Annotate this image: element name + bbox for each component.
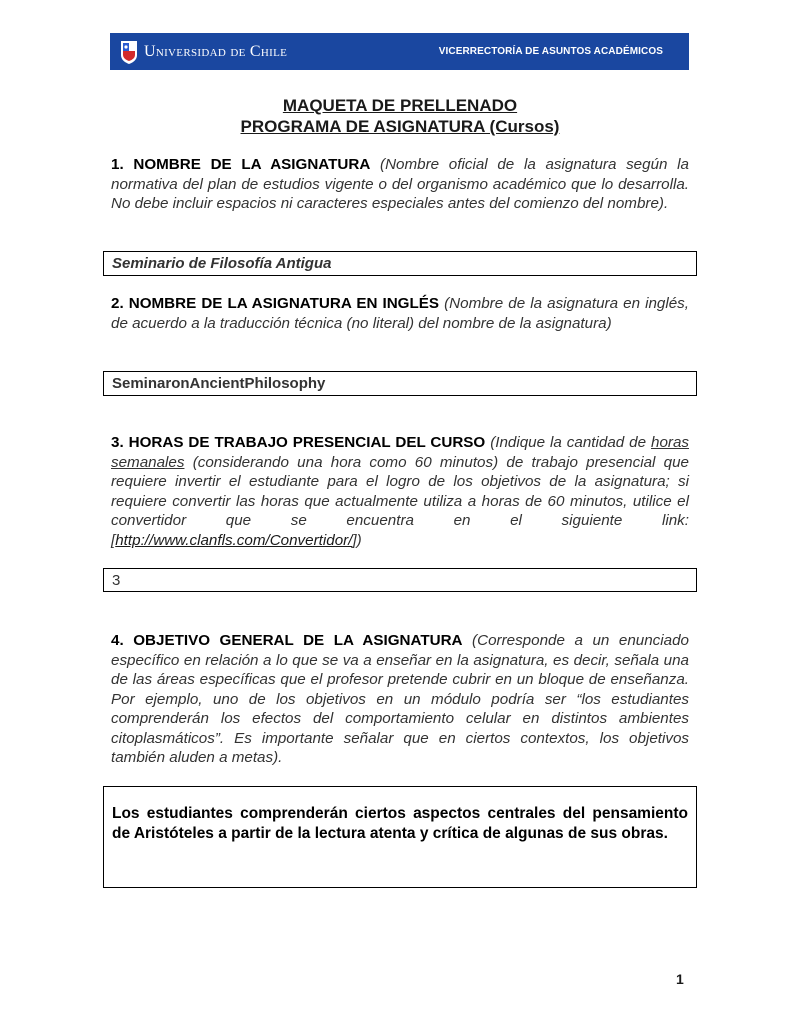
section-3-heading: 3. HORAS DE TRABAJO PRESENCIAL DEL CURSO xyxy=(111,434,486,451)
converter-link[interactable]: http://www.clanfls.com/Convertidor/ xyxy=(115,531,353,549)
section-1-instructions xyxy=(111,155,689,214)
section-3-hint-a: (Indique la cantidad de xyxy=(485,434,651,451)
section-1-hint: (Nombre oficial de la asignatura según la normativa del plan de estudios vigente o del organismo académico que lo desarrolla. No debe incluir espacios ni caracteres especiales antes del comienzo del nombre). xyxy=(111,156,689,212)
university-name: Universidad de Chile xyxy=(144,42,288,60)
general-objective-value: Los estudiantes comprenderán ciertos aspectos centrales del pensamiento de Aristóteles a partir de la lectura atenta y crítica de algunas de sus obras. xyxy=(112,805,688,842)
course-name-field[interactable] xyxy=(103,251,697,276)
page-number: 1 xyxy=(676,971,684,987)
course-name-english-field[interactable] xyxy=(103,371,697,396)
section-2-instructions xyxy=(111,294,689,333)
header-banner xyxy=(110,33,689,70)
section-4-heading: 4. OBJETIVO GENERAL DE LA ASIGNATURA xyxy=(111,632,463,649)
general-objective-field[interactable] xyxy=(103,786,697,888)
section-4-hint: (Corresponde a un enunciado específico en relación a lo que se va a enseñar en la asignatura, es decir, señala una de las áreas específicas que el profesor pretende cubrir en un bloque de enseñanza. Por ejemplo, uno de los objetivos en un módulo podría ser “los estudiantes comprenderán los efectos del comportamiento celular en distintos ambientes citoplasmáticos”. Es importante señalar que en ciertos contextos, los objetivos también aluden a metas). xyxy=(111,632,689,766)
section-4-instructions xyxy=(111,631,689,768)
crest-icon xyxy=(120,39,138,65)
weekly-hours-field[interactable] xyxy=(103,568,697,592)
weekly-hours-value: 3 xyxy=(112,571,121,589)
section-2-heading: 2. NOMBRE DE LA ASIGNATURA EN INGLÉS xyxy=(111,295,440,312)
course-name-value: Seminario de Filosofía Antigua xyxy=(112,255,332,272)
page-title-line1: MAQUETA DE PRELLENADO xyxy=(282,96,518,115)
section-3-instructions xyxy=(111,433,689,550)
section-2-hint: (Nombre de la asignatura en inglés, de acuerdo a la traducción técnica (no literal) del nombre de la asignatura) xyxy=(111,295,689,332)
section-3-hint-c: ]) xyxy=(352,531,362,549)
page-title-line2: PROGRAMA DE ASIGNATURA (Cursos) xyxy=(240,117,560,136)
office-name: VICERRECTORÍA DE ASUNTOS ACADÉMICOS xyxy=(438,46,663,57)
section-1-heading: 1. NOMBRE DE LA ASIGNATURA xyxy=(111,156,371,173)
course-name-english-value: SeminaronAncientPhilosophy xyxy=(112,375,326,392)
university-logo xyxy=(120,39,287,65)
section-3-hint-b: (considerando una hora como 60 minutos) de trabajo presencial que requiere invertir el estudiante para el logro de los objetivos de la asignatura; si requiere convertir las horas que actualmente utiliza a horas de 60 minutos, utilice el convertidor que se encuentra en el siguiente link: [ xyxy=(111,453,689,549)
section-3-hint-underlined: horas semanales xyxy=(111,434,689,471)
